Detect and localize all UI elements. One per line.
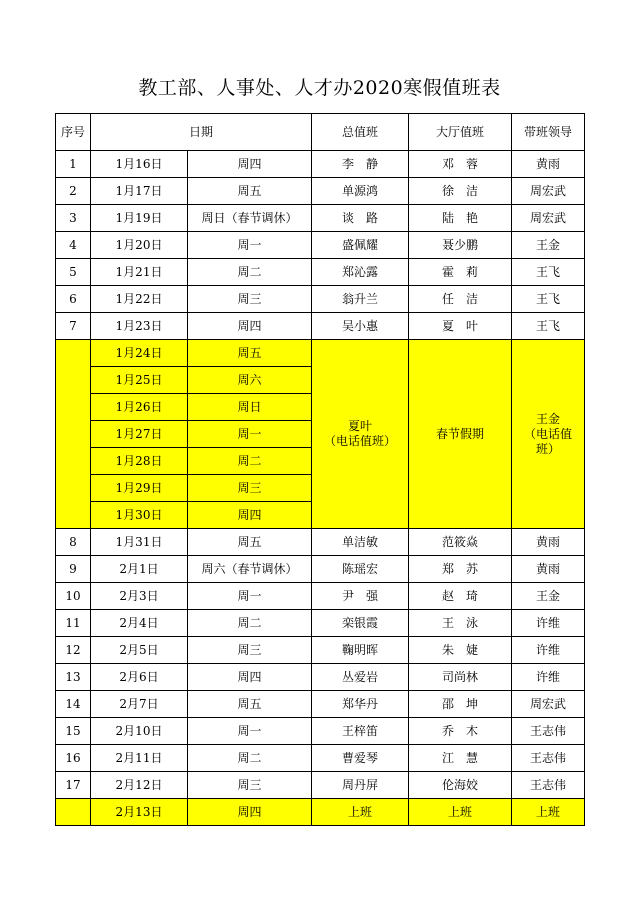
leader-cell: 黄雨 [512, 529, 585, 556]
table-row [56, 178, 585, 205]
leader-cell: 王志伟 [512, 772, 585, 799]
general-duty-cell: 周丹屏 [312, 772, 409, 799]
hall-duty-cell: 王 泳 [409, 610, 512, 637]
leader-cell: 王飞 [512, 286, 585, 313]
hall-duty-cell: 江 慧 [409, 745, 512, 772]
general-duty-cell: 栾银霞 [312, 610, 409, 637]
hall-duty-cell: 赵 琦 [409, 583, 512, 610]
hall-duty-cell: 朱 婕 [409, 637, 512, 664]
header-general-duty: 总值班 [312, 114, 409, 151]
weekday-cell: 周二 [188, 448, 312, 475]
general-duty-cell: 丛爱岩 [312, 664, 409, 691]
table-row [56, 259, 585, 286]
seq-cell: 3 [56, 205, 91, 232]
weekday-cell: 周六 [188, 367, 312, 394]
table-row [56, 583, 585, 610]
weekday-cell: 周五 [188, 691, 312, 718]
seq-cell: 15 [56, 718, 91, 745]
weekday-cell: 周三 [188, 637, 312, 664]
table-row [56, 529, 585, 556]
hall-duty-cell: 司尚林 [409, 664, 512, 691]
table-row [56, 718, 585, 745]
seq-cell: 2 [56, 178, 91, 205]
weekday-cell: 周六（春节调休） [188, 556, 312, 583]
holiday-hall-duty-cell: 春节假期 [409, 340, 512, 529]
leader-cell: 周宏武 [512, 691, 585, 718]
duty-table [55, 113, 585, 826]
date-cell: 2月3日 [91, 583, 188, 610]
general-duty-cell: 陈瑶宏 [312, 556, 409, 583]
general-duty-cell: 上班 [312, 799, 409, 826]
header-leader: 带班领导 [512, 114, 585, 151]
leader-cell: 王志伟 [512, 718, 585, 745]
leader-cell: 许维 [512, 664, 585, 691]
date-cell: 1月17日 [91, 178, 188, 205]
hall-duty-cell: 乔 木 [409, 718, 512, 745]
weekday-cell: 周四 [188, 664, 312, 691]
weekday-cell: 周一 [188, 421, 312, 448]
holiday-leader-cell: 王金 （电话值 班） [512, 340, 585, 529]
general-duty-cell: 李 静 [312, 151, 409, 178]
hall-duty-cell: 邓 蓉 [409, 151, 512, 178]
weekday-cell: 周五 [188, 340, 312, 367]
last-row-back-to-work [56, 799, 585, 826]
leader-cell: 黄雨 [512, 151, 585, 178]
date-cell: 1月22日 [91, 286, 188, 313]
general-duty-cell: 盛佩耀 [312, 232, 409, 259]
leader-cell: 王飞 [512, 313, 585, 340]
header-row [56, 114, 585, 151]
holiday-row [56, 340, 585, 367]
weekday-cell: 周五 [188, 178, 312, 205]
general-duty-cell: 鞠明晖 [312, 637, 409, 664]
table-row [56, 151, 585, 178]
weekday-cell: 周一 [188, 718, 312, 745]
date-cell: 1月19日 [91, 205, 188, 232]
general-duty-cell: 尹 强 [312, 583, 409, 610]
general-duty-cell: 单源鸿 [312, 178, 409, 205]
date-cell: 1月30日 [91, 502, 188, 529]
date-cell: 2月12日 [91, 772, 188, 799]
table-row [56, 610, 585, 637]
weekday-cell: 周二 [188, 259, 312, 286]
table-row [56, 664, 585, 691]
table-row [56, 205, 585, 232]
leader-cell: 上班 [512, 799, 585, 826]
weekday-cell: 周四 [188, 799, 312, 826]
general-duty-cell: 郑华丹 [312, 691, 409, 718]
date-cell: 2月5日 [91, 637, 188, 664]
seq-cell: 11 [56, 610, 91, 637]
table-row [56, 637, 585, 664]
seq-cell: 9 [56, 556, 91, 583]
leader-cell: 王飞 [512, 259, 585, 286]
date-cell: 2月4日 [91, 610, 188, 637]
table-row [56, 313, 585, 340]
general-duty-cell: 单洁敏 [312, 529, 409, 556]
hall-duty-cell: 夏 叶 [409, 313, 512, 340]
table-row [56, 745, 585, 772]
hall-duty-cell: 上班 [409, 799, 512, 826]
seq-cell: 1 [56, 151, 91, 178]
weekday-cell: 周二 [188, 745, 312, 772]
weekday-cell: 周四 [188, 151, 312, 178]
general-duty-cell: 曹爱琴 [312, 745, 409, 772]
hall-duty-cell: 陆 艳 [409, 205, 512, 232]
weekday-cell: 周三 [188, 772, 312, 799]
general-duty-cell: 吴小惠 [312, 313, 409, 340]
weekday-cell: 周四 [188, 502, 312, 529]
seq-cell: 10 [56, 583, 91, 610]
table-row [56, 232, 585, 259]
date-cell: 1月21日 [91, 259, 188, 286]
holiday-general-duty-cell: 夏叶 （电话值班） [312, 340, 409, 529]
holiday-seq-cell [56, 340, 91, 529]
page-title: 教工部、人事处、人才办2020寒假值班表 [138, 77, 501, 99]
hall-duty-cell: 聂少鹏 [409, 232, 512, 259]
date-cell: 1月31日 [91, 529, 188, 556]
weekday-cell: 周日（春节调休） [188, 205, 312, 232]
general-duty-cell: 翁升兰 [312, 286, 409, 313]
date-cell: 2月1日 [91, 556, 188, 583]
weekday-cell: 周五 [188, 529, 312, 556]
seq-cell [56, 799, 91, 826]
table-row [56, 286, 585, 313]
leader-cell: 王金 [512, 583, 585, 610]
seq-cell: 7 [56, 313, 91, 340]
hall-duty-cell: 范筱焱 [409, 529, 512, 556]
date-cell: 2月6日 [91, 664, 188, 691]
general-duty-cell: 谈 路 [312, 205, 409, 232]
seq-cell: 6 [56, 286, 91, 313]
hall-duty-cell: 霍 莉 [409, 259, 512, 286]
weekday-cell: 周三 [188, 286, 312, 313]
date-cell: 1月29日 [91, 475, 188, 502]
leader-cell: 许维 [512, 610, 585, 637]
date-cell: 1月27日 [91, 421, 188, 448]
seq-cell: 12 [56, 637, 91, 664]
hall-duty-cell: 伦海姣 [409, 772, 512, 799]
weekday-cell: 周四 [188, 313, 312, 340]
seq-cell: 14 [56, 691, 91, 718]
leader-cell: 周宏武 [512, 205, 585, 232]
seq-cell: 17 [56, 772, 91, 799]
weekday-cell: 周日 [188, 394, 312, 421]
leader-cell: 黄雨 [512, 556, 585, 583]
header-hall-duty: 大厅值班 [409, 114, 512, 151]
date-cell: 1月20日 [91, 232, 188, 259]
table-row [56, 556, 585, 583]
hall-duty-cell: 任 洁 [409, 286, 512, 313]
date-cell: 1月25日 [91, 367, 188, 394]
date-cell: 1月23日 [91, 313, 188, 340]
leader-cell: 王金 [512, 232, 585, 259]
date-cell: 2月13日 [91, 799, 188, 826]
seq-cell: 4 [56, 232, 91, 259]
date-cell: 1月28日 [91, 448, 188, 475]
header-date: 日期 [91, 114, 312, 151]
hall-duty-cell: 郑 苏 [409, 556, 512, 583]
weekday-cell: 周一 [188, 583, 312, 610]
leader-cell: 许维 [512, 637, 585, 664]
seq-cell: 16 [56, 745, 91, 772]
date-cell: 1月26日 [91, 394, 188, 421]
table-row [56, 772, 585, 799]
header-seq: 序号 [56, 114, 91, 151]
weekday-cell: 周二 [188, 610, 312, 637]
date-cell: 2月7日 [91, 691, 188, 718]
table-row [56, 691, 585, 718]
weekday-cell: 周一 [188, 232, 312, 259]
hall-duty-cell: 邵 坤 [409, 691, 512, 718]
leader-cell: 周宏武 [512, 178, 585, 205]
seq-cell: 13 [56, 664, 91, 691]
leader-cell: 王志伟 [512, 745, 585, 772]
date-cell: 2月10日 [91, 718, 188, 745]
date-cell: 1月16日 [91, 151, 188, 178]
date-cell: 2月11日 [91, 745, 188, 772]
general-duty-cell: 郑沁露 [312, 259, 409, 286]
date-cell: 1月24日 [91, 340, 188, 367]
seq-cell: 5 [56, 259, 91, 286]
hall-duty-cell: 徐 洁 [409, 178, 512, 205]
seq-cell: 8 [56, 529, 91, 556]
general-duty-cell: 王梓笛 [312, 718, 409, 745]
weekday-cell: 周三 [188, 475, 312, 502]
